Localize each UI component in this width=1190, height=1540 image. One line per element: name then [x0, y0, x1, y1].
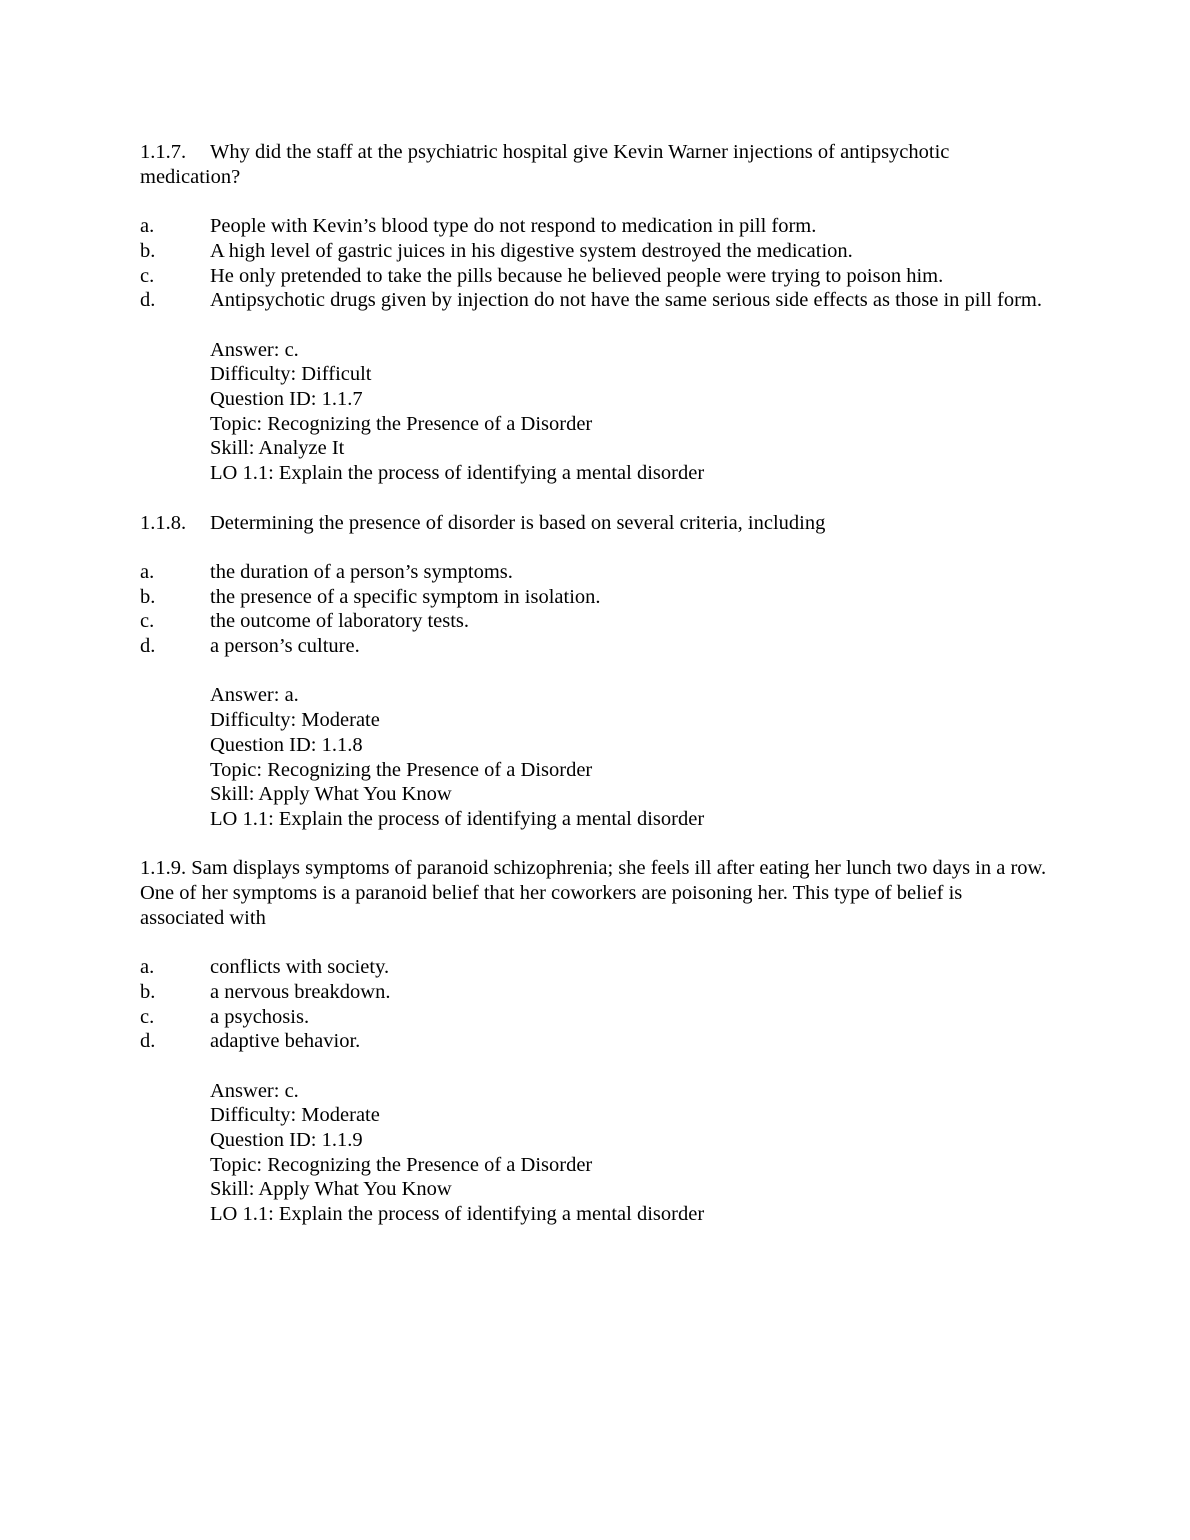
- skill: Skill: Apply What You Know: [210, 1178, 452, 1201]
- learning-objective: LO 1.1: Explain the process of identifying a mental disorder: [210, 807, 705, 830]
- answer: Answer: a.: [210, 684, 299, 707]
- question-block: [140, 856, 1050, 1227]
- question-number: 1.1.9.: [140, 857, 187, 880]
- answer-options: [140, 955, 1050, 1054]
- option-letter: c.: [140, 610, 155, 633]
- difficulty: Difficulty: Difficult: [210, 363, 372, 386]
- option-b: [140, 980, 1050, 1005]
- question-stem: [140, 856, 1050, 930]
- document-page: [140, 140, 1050, 1227]
- skill: Skill: Analyze It: [210, 437, 345, 460]
- option-letter: b.: [140, 980, 156, 1003]
- option-letter: a.: [140, 560, 155, 583]
- option-letter: d.: [140, 1030, 156, 1053]
- option-letter: b.: [140, 585, 156, 608]
- difficulty: Difficulty: Moderate: [210, 709, 380, 732]
- question-text: Why did the staff at the psychiatric hospital give Kevin Warner injections of antipsychotic medication?: [140, 141, 950, 188]
- question-id: Question ID: 1.1.8: [210, 733, 363, 756]
- option-d: [140, 634, 1050, 659]
- option-d: [140, 288, 1050, 313]
- question-stem: [140, 511, 1050, 536]
- option-a: [140, 955, 1050, 980]
- option-text: a person’s culture.: [210, 635, 360, 657]
- question-block: [140, 140, 1050, 486]
- question-block: [140, 511, 1050, 832]
- option-d: [140, 1029, 1050, 1054]
- answer: Answer: c.: [210, 338, 299, 361]
- skill: Skill: Apply What You Know: [210, 783, 452, 806]
- option-text: the duration of a person’s symptoms.: [210, 560, 513, 583]
- option-text: He only pretended to take the pills because he believed people were trying to poison him.: [210, 264, 944, 287]
- question-text: Determining the presence of disorder is based on several criteria, including: [210, 511, 826, 534]
- answer: Answer: c.: [210, 1079, 299, 1102]
- topic: Topic: Recognizing the Presence of a Disorder: [210, 758, 593, 781]
- option-b: [140, 585, 1050, 610]
- option-text: a nervous breakdown.: [210, 980, 391, 1003]
- option-text: adaptive behavior.: [210, 1030, 361, 1053]
- option-letter: d.: [140, 635, 156, 657]
- option-letter: c.: [140, 1005, 155, 1028]
- answer-metadata: [210, 1079, 1050, 1227]
- option-letter: a.: [140, 956, 155, 979]
- option-c: [140, 264, 1050, 289]
- answer-options: [140, 560, 1050, 659]
- learning-objective: LO 1.1: Explain the process of identifying a mental disorder: [210, 462, 705, 485]
- question-number: 1.1.8.: [140, 511, 187, 534]
- option-text: the outcome of laboratory tests.: [210, 610, 470, 633]
- learning-objective: LO 1.1: Explain the process of identifying a mental disorder: [210, 1203, 705, 1226]
- option-a: [140, 560, 1050, 585]
- question-number: 1.1.7.: [140, 141, 187, 163]
- option-c: [140, 609, 1050, 634]
- option-letter: b.: [140, 239, 156, 262]
- option-text: the presence of a specific symptom in isolation.: [210, 585, 601, 608]
- option-a: [140, 214, 1050, 239]
- option-text: conflicts with society.: [210, 956, 390, 979]
- option-letter: d.: [140, 289, 156, 312]
- topic: Topic: Recognizing the Presence of a Disorder: [210, 1153, 593, 1176]
- option-text: a psychosis.: [210, 1005, 310, 1028]
- option-letter: c.: [140, 264, 155, 287]
- question-id: Question ID: 1.1.7: [210, 388, 363, 410]
- option-letter: a.: [140, 215, 155, 238]
- question-stem: [140, 140, 1050, 189]
- question-id: Question ID: 1.1.9: [210, 1129, 363, 1151]
- option-c: [140, 1005, 1050, 1030]
- question-text: Sam displays symptoms of paranoid schizophrenia; she feels ill after eating her lunch two days in a row. One of her symptoms is a paranoid belief that her coworkers are poisoning her. This type of belief is associated with: [140, 857, 1047, 929]
- option-text: People with Kevin’s blood type do not respond to medication in pill form.: [210, 215, 817, 238]
- option-b: [140, 239, 1050, 264]
- answer-metadata: [210, 683, 1050, 831]
- option-text: Antipsychotic drugs given by injection do not have the same serious side effects as those in pill form.: [210, 289, 1042, 312]
- answer-options: [140, 214, 1050, 313]
- answer-metadata: [210, 338, 1050, 486]
- difficulty: Difficulty: Moderate: [210, 1104, 380, 1127]
- topic: Topic: Recognizing the Presence of a Disorder: [210, 412, 593, 435]
- option-text: A high level of gastric juices in his digestive system destroyed the medication.: [210, 239, 853, 262]
